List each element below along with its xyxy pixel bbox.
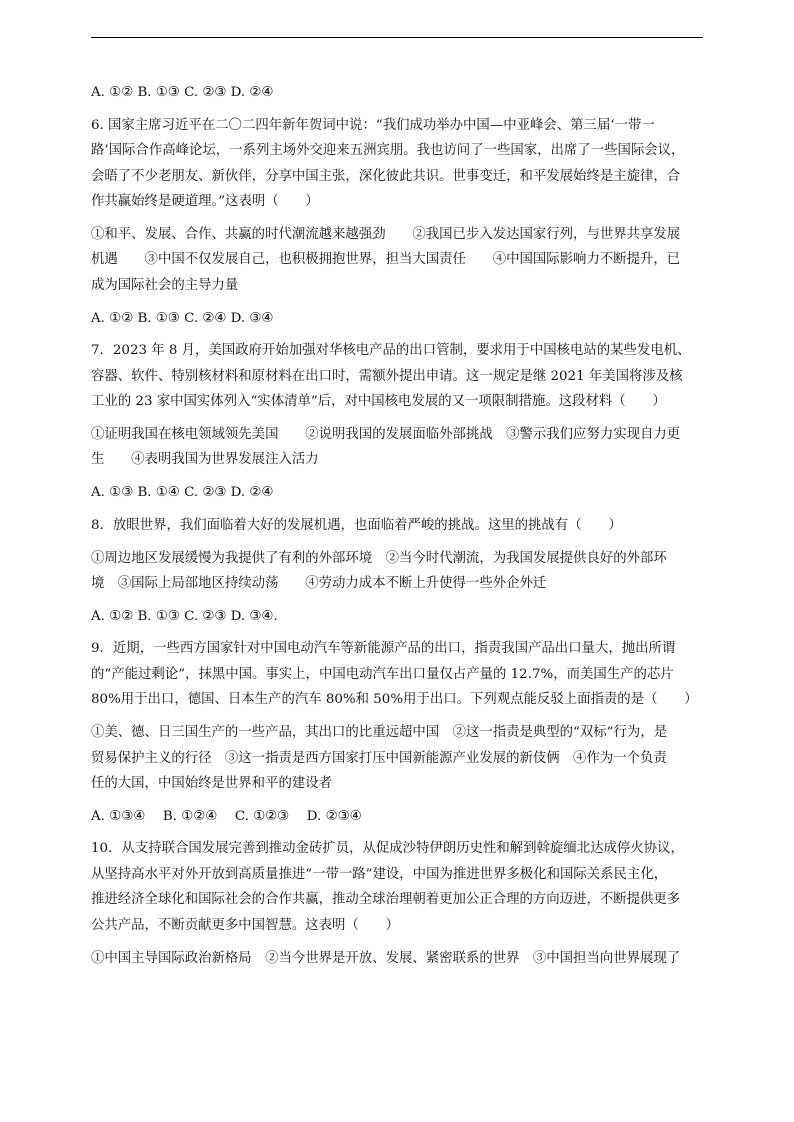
q10-stem-line: 10．从支持联合国发展完善到推动金砖扩员，从促成沙特伊朗历史性和解到斡旋缅北达成停火协议， xyxy=(91,841,684,857)
question-9 xyxy=(91,636,703,829)
q9-stem-line: 80%用于出口，德国、日本生产的汽车 80%和 50%用于出口。下列观点能反驳上面指责的是（ ） xyxy=(91,692,698,708)
q8-options: A. ①② B. ①③ C. ②③ D. ③④. xyxy=(91,608,278,624)
q10-stem-line: 推进经济全球化和国际社会的合作共赢，推动全球治理朝着更加公正合理的方向迈进，不断提供更多 xyxy=(91,892,681,908)
q7-stem-line: 7．2023 年 8 月，美国政府开始加强对华核电产品的出口管制，要求用于中国核电站的某些发电机、 xyxy=(91,343,691,359)
question-6 xyxy=(91,113,703,331)
q9-choice-line: ①美、德、日三国生产的一些产品，其出口的比重远超中国 ②这一指责是典型的“双标”行为，是 xyxy=(91,725,668,741)
q6-options: A. ①② B. ①③ C. ②④ D. ③④ xyxy=(91,310,274,326)
q6-choice-line: 机遇 ③中国不仅发展自己，也积极拥抱世界，担当大国责任 ④中国国际影响力不断提升，已 xyxy=(91,252,681,268)
q6-stem-line: 会晤了不少老朋友、新伙伴，分享中国主张，深化彼此共识。世事变迁，和平发展始终是主旋律，合 xyxy=(91,168,681,184)
q8-stem-line: 8．放眼世界，我们面临着大好的发展机遇，也面临着严峻的挑战。这里的挑战有（ ） xyxy=(91,517,622,533)
question-10 xyxy=(91,836,703,971)
q10-choice-line: ①中国主导国际政治新格局 ②当今世界是开放、发展、紧密联系的世界 ③中国担当向世界展现了 xyxy=(91,950,681,966)
q9-stem-line: 的“产能过剩论”，抹黑中国。事实上，中国电动汽车出口量仅占产量的 12.7%，而美国生产的芯片 xyxy=(91,666,674,682)
q6-stem-line: 6. 国家主席习近平在二〇二四年新年贺词中说：“我们成功举办中国—中亚峰会、第三届‘一带一 xyxy=(91,117,655,133)
q7-options: A. ①③ B. ①④ C. ②③ D. ②④ xyxy=(91,485,274,501)
q10-stem-line: 公共产品，不断贡献更多中国智慧。这表明（ ） xyxy=(91,917,399,933)
q9-options: A. ①③④ B. ①②④ C. ①②③ D. ②③④ xyxy=(91,808,362,824)
q7-choice-line: 生 ④表明我国为世界发展注入活力 xyxy=(91,452,319,468)
q9-choice-line: 贸易保护主义的行径 ③这一指责是西方国家打压中国新能源产业发展的新伎俩 ④作为一个负责 xyxy=(91,750,667,766)
q10-stem-line: 从坚持高水平对外开放到高质量推进“一带一路”建设，中国为推进世界多极化和国际关系民主化， xyxy=(91,866,668,882)
q9-choice-line: 任的大国，中国始终是世界和平的建设者 xyxy=(91,776,333,792)
header-rule xyxy=(91,37,703,38)
q6-stem-line: 路’国际合作高峰论坛，一系列主场外交迎来五洲宾朋。我也访问了一些国家，出席了一些国际会议， xyxy=(91,143,685,159)
question-7 xyxy=(91,338,703,505)
q6-choice-line: 成为国际社会的主导力量 xyxy=(91,277,239,293)
q6-choice-line: ①和平、发展、合作、共赢的时代潮流越来越强劲 ②我国已步入发达国家行列，与世界共享发展 xyxy=(91,226,681,242)
q8-choice-line: ①周边地区发展缓慢为我提供了有利的外部环境 ②当今时代潮流，为我国发展提供良好的外部环 xyxy=(91,550,667,566)
question-8 xyxy=(91,513,703,629)
q9-stem-line: 9．近期，一些西方国家针对中国电动汽车等新能源产品的出口，指责我国产品出口量大，抛出所谓 xyxy=(91,641,676,657)
page-content xyxy=(91,80,703,971)
q7-stem-line: 工业的 23 家中国实体列入“实体清单”后，对中国核电发展的又一项限制措施。这段材料（ ） xyxy=(91,394,666,410)
q7-stem-line: 容器、软件、特别核材料和原材料在出口时，需额外提出申请。这一规定是继 2021 年美国将涉及核 xyxy=(91,368,683,384)
q6-stem-line: 作共赢始终是硬道理。”这表明（ ） xyxy=(91,194,319,210)
q5-options: A. ①② B. ①③ C. ②③ D. ②④ xyxy=(91,85,274,100)
q7-choice-line: ①证明我国在核电领域领先美国 ②说明我国的发展面临外部挑战 ③警示我们应努力实现自力更 xyxy=(91,426,681,442)
q8-choice-line: 境 ③国际上局部地区持续动荡 ④劳动力成本不断上升使得一些外企外迁 xyxy=(91,576,547,591)
